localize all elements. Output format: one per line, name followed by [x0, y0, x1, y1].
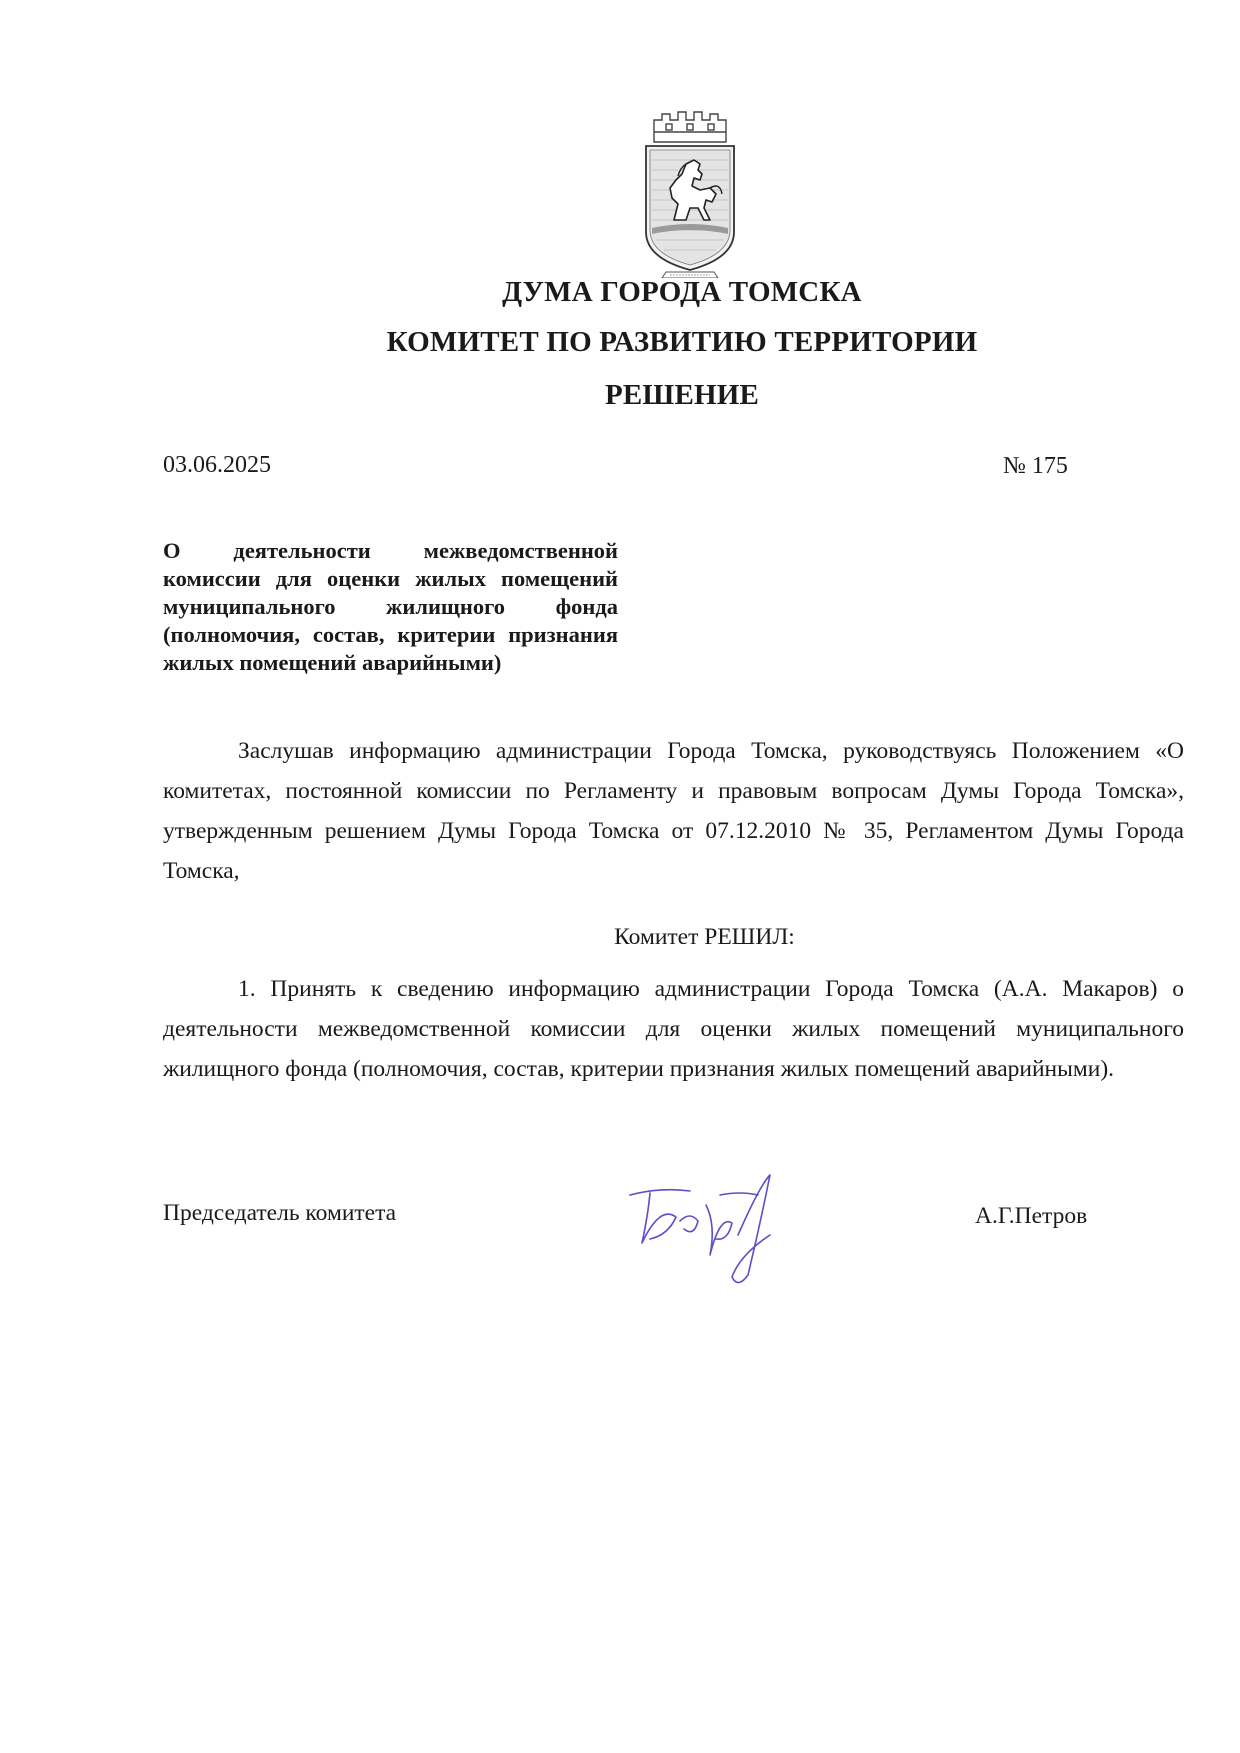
resolved-heading: Комитет РЕШИЛ: [614, 924, 795, 950]
duma-title: ДУМА ГОРОДА ТОМСКА [502, 276, 862, 308]
tomsk-coat-of-arms-icon [640, 108, 740, 278]
signatory-name: А.Г.Петров [975, 1203, 1088, 1229]
decision-subject: О деятельности межведомственной комиссии для оценки жилых помещений муниципального жилищного фонда (полномочия, состав, критерии признания жилых помещений аварийными) [163, 538, 618, 675]
committee-title: КОМИТЕТ ПО РАЗВИТИЮ ТЕРРИТОРИИ [386, 326, 978, 358]
decision-date: 03.06.2025 [163, 452, 271, 478]
document-type: РЕШЕНИЕ [604, 379, 760, 411]
signatory-position: Председатель комитета [163, 1200, 397, 1226]
decision-number: № 175 [1003, 453, 1068, 479]
handwritten-signature-icon [620, 1165, 820, 1295]
preamble-paragraph: Заслушав информацию администрации Города Томска, руководствуясь Положением «О комитетах, постоянной комиссии по Регламенту и правовым вопросам Думы Города Томска», утвержденным решением Думы Города Томска от 07.12.2010 № 35, Регламентом Думы Города Томска, [163, 738, 1184, 884]
resolution-item-1: 1. Принять к сведению информацию администрации Города Томска (А.А. Макаров) о деятельности межведомственной комиссии для оценки жилых помещений муниципального жилищного фонда (полномочия, состав, критерии признания жилых помещений аварийными). [163, 976, 1184, 1082]
